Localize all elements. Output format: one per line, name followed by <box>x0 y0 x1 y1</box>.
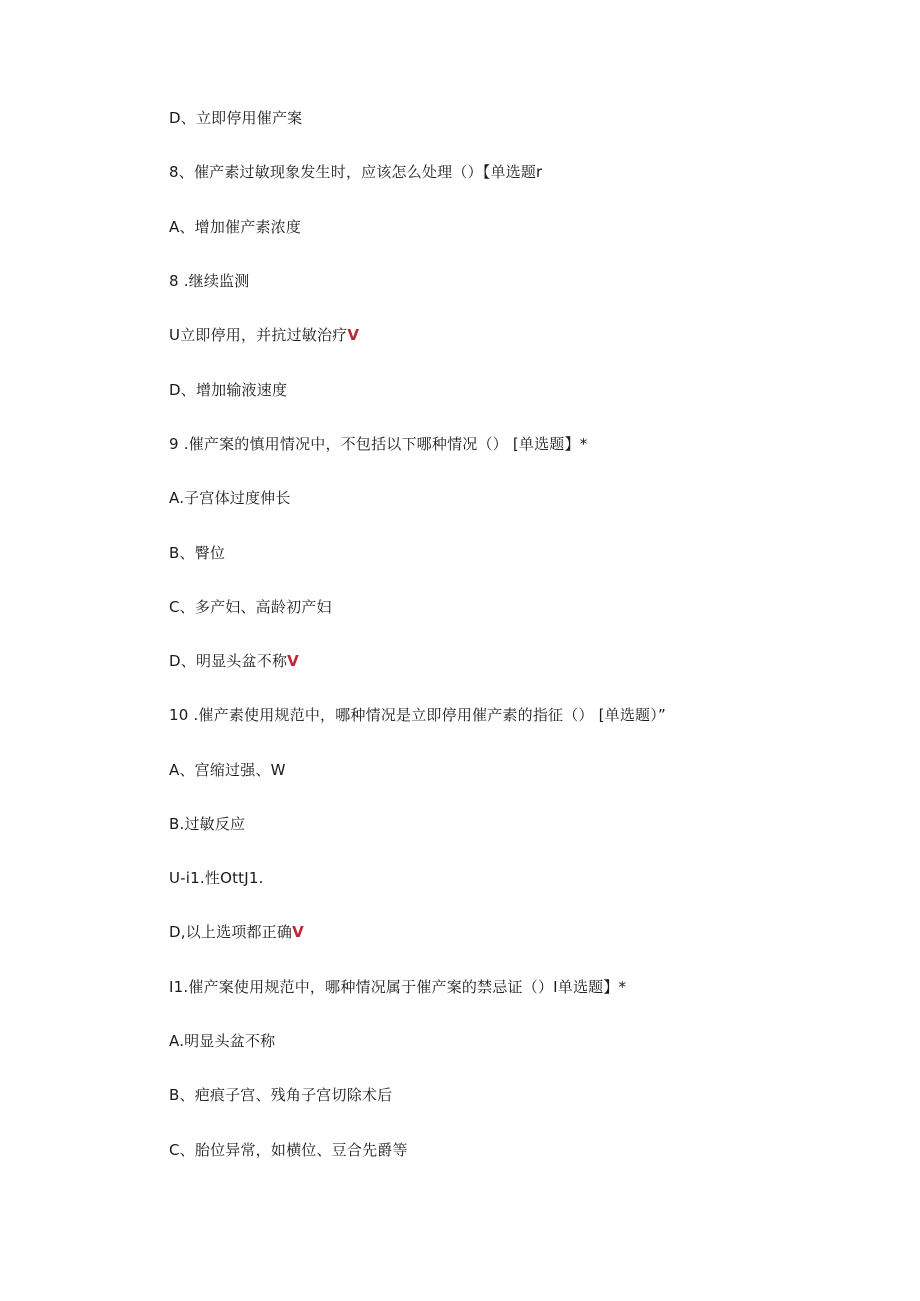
answer-check-mark: V <box>347 326 360 344</box>
line-text: D、增加输液速度 <box>169 381 288 399</box>
line-option-b-q10 <box>169 814 245 834</box>
line-text: 8 .继续监测 <box>169 272 250 290</box>
line-text: A.明显头盆不称 <box>169 1032 276 1050</box>
line-text: B、臀位 <box>169 544 226 562</box>
line-option-d-q7 <box>169 108 302 128</box>
line-text: U立即停用，并抗过敏治疗 <box>169 326 348 344</box>
line-text: A、宫缩过强、W <box>169 761 286 779</box>
line-option-c-q10 <box>169 868 264 888</box>
line-option-a-q11 <box>169 1031 275 1051</box>
line-question-11 <box>169 977 626 997</box>
line-option-b-q9 <box>169 543 225 563</box>
line-text: D、立即停用催产案 <box>169 109 303 127</box>
line-text: A.子宫体过度伸长 <box>169 489 291 507</box>
line-text: C、胎位异常，如横位、豆合先爵等 <box>169 1141 408 1159</box>
line-option-d-q8 <box>169 380 287 400</box>
line-option-b-q11 <box>169 1085 392 1105</box>
line-text: I1.催产案使用规范中，哪种情况属于催产案的禁忌证（）I单选题】* <box>169 978 627 996</box>
line-text: B.过敏反应 <box>169 815 246 833</box>
line-text: D、明显头盆不称 <box>169 652 288 670</box>
line-text: C、多产妇、高龄初产妇 <box>169 598 332 616</box>
line-option-a-q8 <box>169 217 301 237</box>
line-text: 9 .催产案的慎用情况中，不包括以下哪种情况（） [单选题】* <box>169 435 588 453</box>
line-option-c-q8 <box>169 325 359 345</box>
line-option-c-q9 <box>169 597 332 617</box>
line-text: A、增加催产素浓度 <box>169 218 302 236</box>
line-option-d-q9 <box>169 651 299 671</box>
line-text: U-i1.性OttJ1. <box>169 869 264 887</box>
line-option-a-q9 <box>169 488 291 508</box>
line-question-8 <box>169 162 542 182</box>
line-text: B、疤痕子宫、残角子宫切除术后 <box>169 1086 393 1104</box>
answer-check-mark: V <box>287 652 299 670</box>
line-question-9 <box>169 434 587 454</box>
line-text: D,以上选项都正确 <box>169 923 293 941</box>
line-question-10 <box>169 705 666 725</box>
line-option-c-q11 <box>169 1140 408 1160</box>
line-option-d-q10 <box>169 922 304 942</box>
line-text: 8、催产素过敏现象发生时，应该怎么处理（）【单选题r <box>169 163 543 181</box>
line-text: 10 .催产素使用规范中，哪种情况是立即停用催产素的指征（） [单选题）” <box>169 706 666 724</box>
answer-check-mark: V <box>292 923 304 941</box>
line-option-b-q8 <box>169 271 249 291</box>
line-option-a-q10 <box>169 760 286 780</box>
